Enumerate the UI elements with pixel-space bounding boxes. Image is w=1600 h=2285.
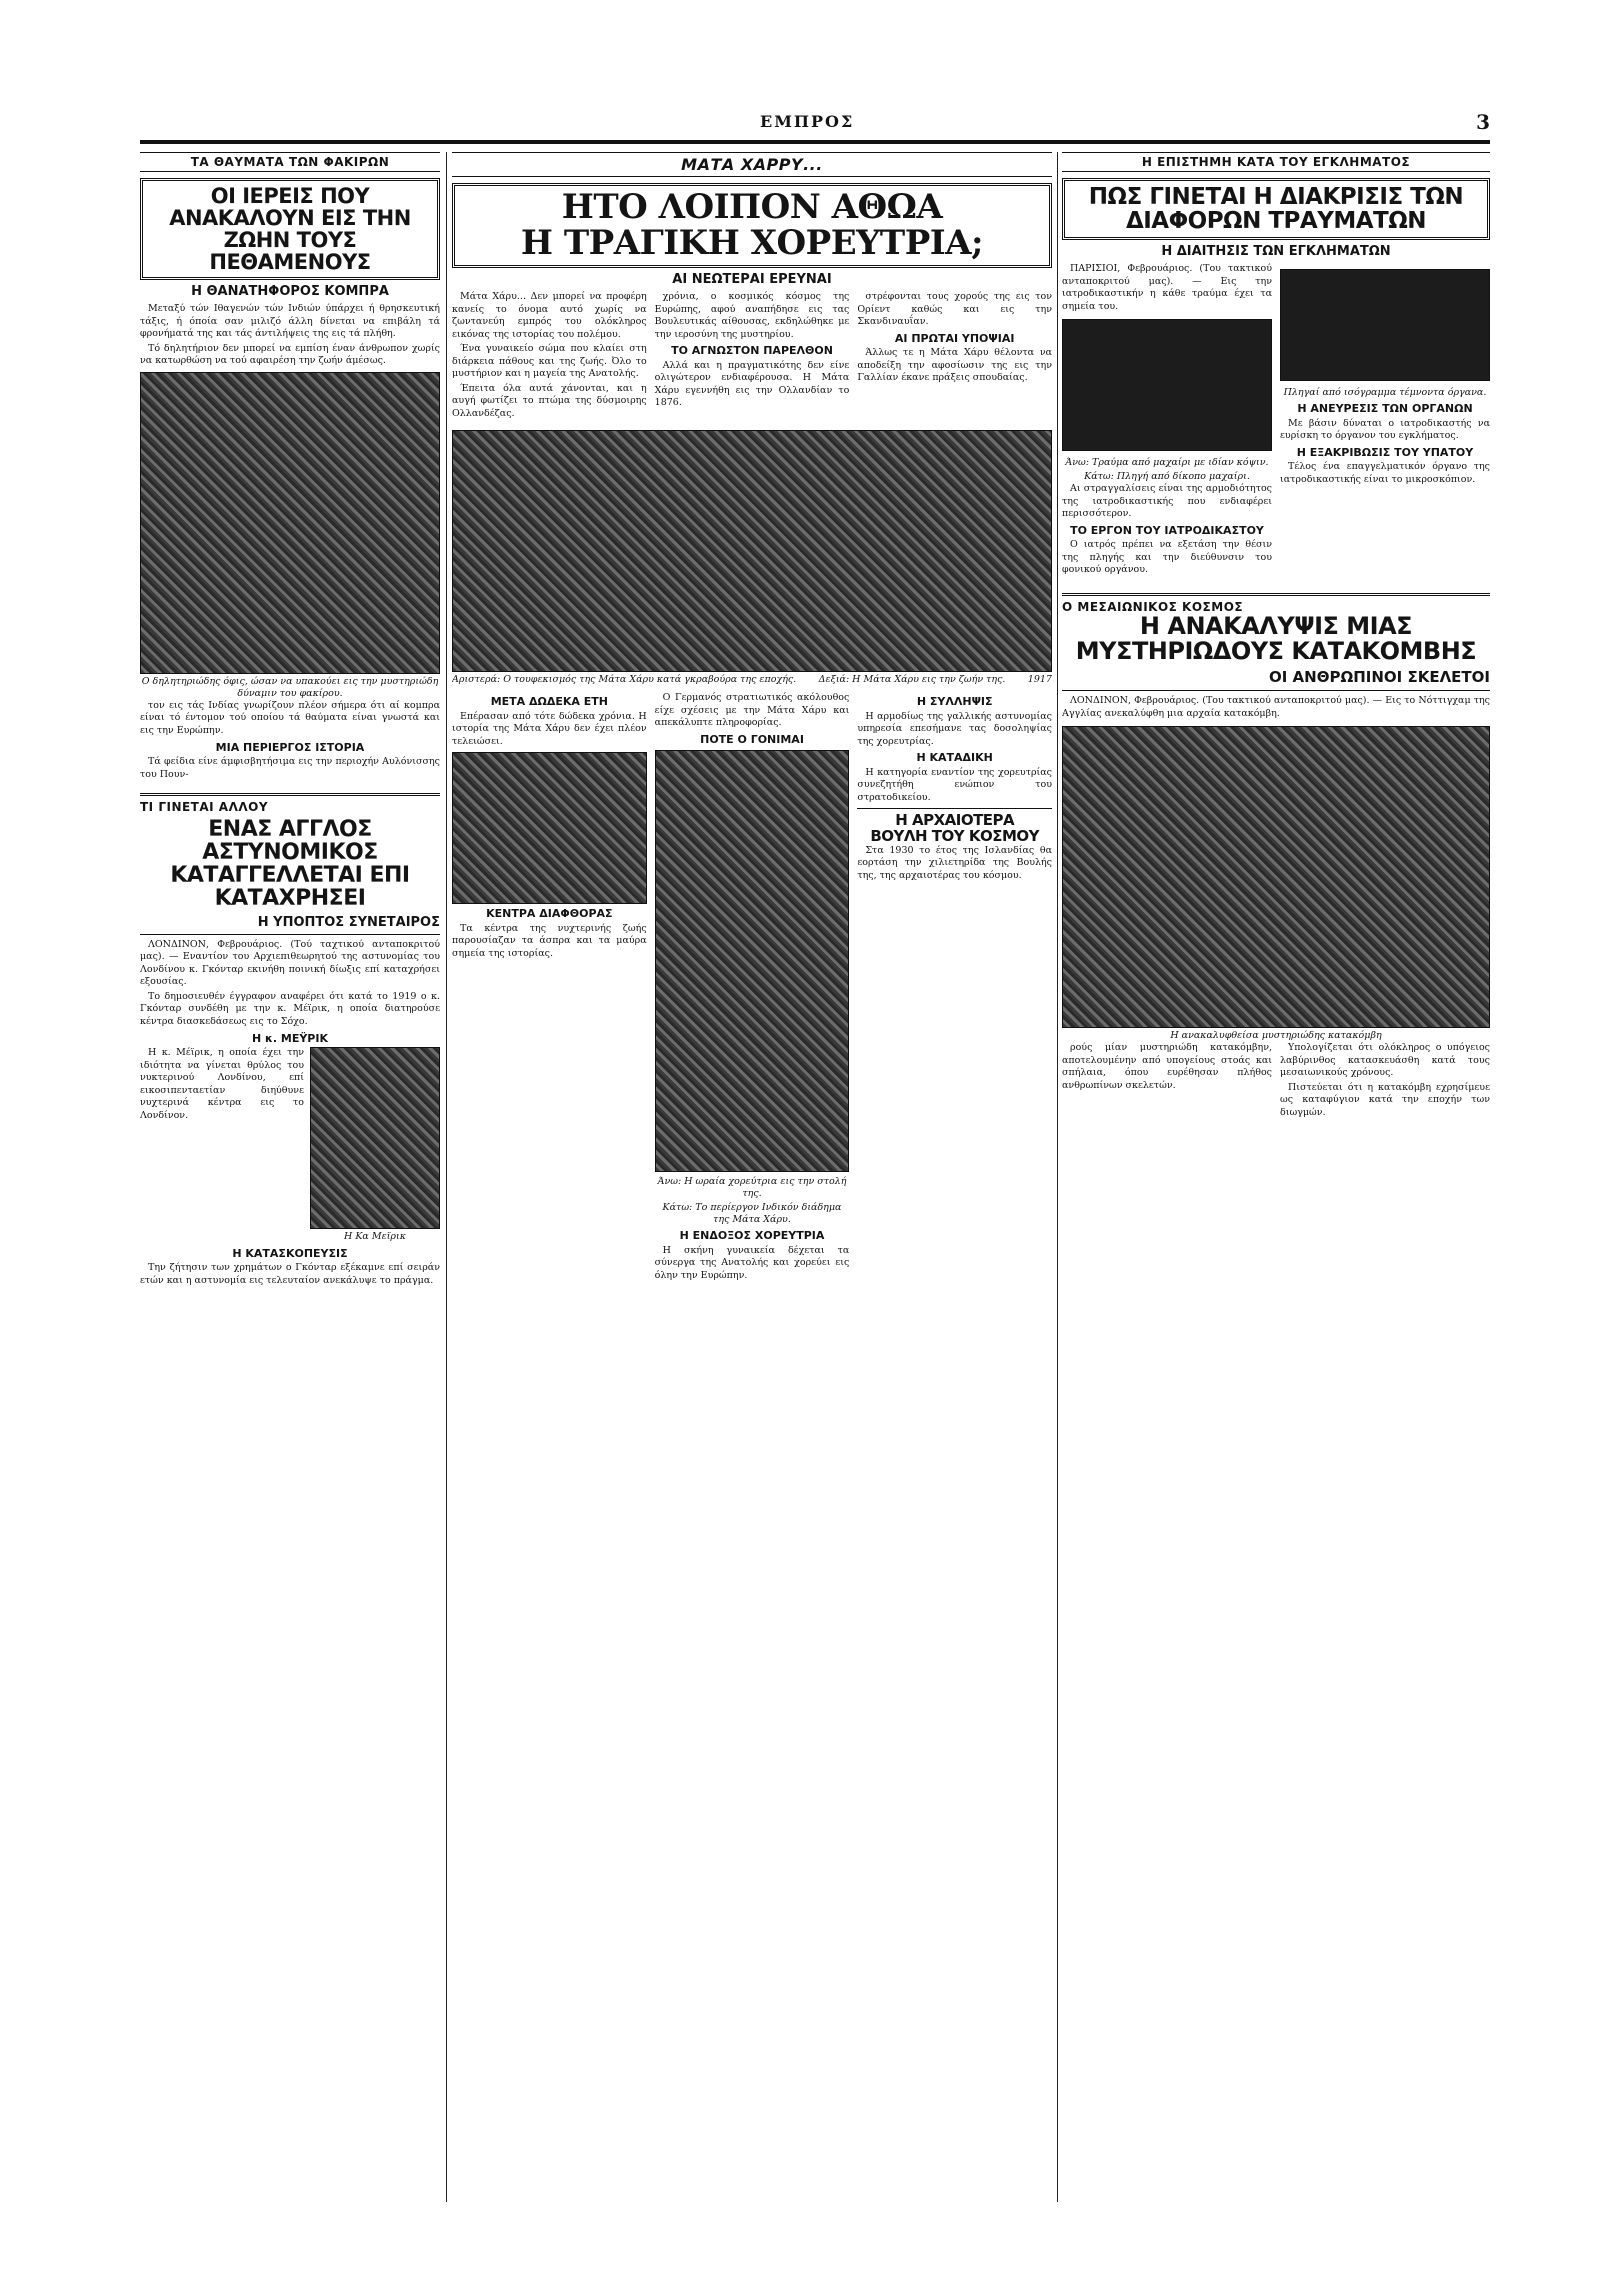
paragraph: Η σκήνη γυναικεία δέχεται τα σύνεργα της Ανατολής και χορεύει εις όλην την Ευρώπην. bbox=[654, 1244, 850, 1281]
article-body bbox=[140, 303, 440, 368]
paragraph: Την ζήτησιν των χρημάτων ο Γκόνταρ εξέκαμνε επί σειράν ετών και η αστυνομία εις τελευταίον ανεκάλυψε το πράγμα. bbox=[140, 1262, 440, 1286]
paragraph: Μάτα Χάρυ... Δεν μπορεί να προφέρη κανείς το όνομα αυτό χωρίς να ζωντανεύη εμπρός του ολόκληρος εικόνας της ιστορίας του πολέμου. bbox=[452, 291, 647, 340]
section-subhead: ΚΕΝΤΡΑ ΔΙΑΦΘΟΡΑΣ bbox=[486, 907, 613, 921]
divider bbox=[857, 808, 1052, 809]
article-body bbox=[452, 692, 647, 1284]
subheadline: Η ΥΠΟΠΤΟΣ ΣΥΝΕΤΑΙΡΟΣ bbox=[257, 914, 440, 930]
article-body bbox=[857, 291, 1052, 422]
paragraph: Η κ. Μέϊρικ, η οποία έχει την ιδιότητα να γίνεται θρύλος του νυκτερινού Λονδίνου, επί εικοσιπενταετίαν διηύθυνε νυχτερινά κέντρα εις το Λονδίνον. bbox=[140, 1047, 304, 1121]
portrait-caption: Η Κα Μεϊρικ bbox=[344, 1231, 406, 1243]
paragraph: Τά φείδια είνε άμφισβητήσιμα εις την περιοχήν Αυλόνισσης του Πουν- bbox=[140, 756, 440, 780]
article-body bbox=[655, 291, 850, 422]
portrait-block bbox=[310, 1047, 440, 1243]
photo-caption: Ο δηλητηριώδης όφις, ώσαν να υπακούει εις την μυστηριώδη δύναμιν του φακίρου. bbox=[141, 675, 439, 699]
headline-line-2: ΜΥΣΤΗΡΙΩΔΟΥΣ ΚΑΤΑΚΟΜΒΗΣ bbox=[1075, 636, 1477, 665]
article-body bbox=[655, 692, 850, 1284]
section-subhead: Η ΚΑΤΑΔΙΚΗ bbox=[916, 751, 993, 765]
execution-photo bbox=[452, 430, 1052, 672]
subheadline: ΟΙ ΑΝΘΡΩΠΙΝΟΙ ΣΚΕΛΕΤΟΙ bbox=[1269, 668, 1490, 687]
dancer-portrait-photo bbox=[655, 750, 850, 1172]
article-body bbox=[140, 939, 440, 1029]
caption-year: 1917 bbox=[1027, 674, 1052, 686]
paragraph: ΛΟΝΔΙΝΟΝ, Φεβρουάριος. (Του τακτικού ανταποκριτού μας). — Εις το Νόττιγχαμ της Αγγλίας ανεκαλύφθη μια αρχαία κατακόμβη. bbox=[1062, 695, 1490, 719]
portrait-photo bbox=[310, 1047, 440, 1229]
headline-line-1: ΗΤΟ ΛΟΙΠΟΝ ΑΘΩΑ bbox=[561, 187, 943, 227]
paragraph: Έπειτα όλα αυτά χάνονται, και η αυγή φωτίζει το πτώμα της δύσμοιρης Ολλανδέζας. bbox=[452, 382, 647, 419]
figure-caption: Άνω: Τραύμα από μαχαίρι με ιδίαν κόψιν. bbox=[1065, 457, 1269, 469]
paragraph: Το δημοσιευθέν έγγραφον αναφέρει ότι κατά το 1919 ο κ. Γκόνταρ συνδέθη με την κ. Μέϊρικ, η οποία διατηρούσε κέντρα διασκεδάσεως εις το Σόχο. bbox=[140, 990, 440, 1027]
paragraph: Αι στραγγαλίσεις είναι της αρμοδιότητος της ιατροδικαστικής που ενδιαφέρει περισσότερον. bbox=[1062, 483, 1272, 520]
paragraph: Τα κέντρα της νυχτερινής ζωής παρουσίαζαν τα άσπρα και τα μαύρα σημεία της ιστορίας. bbox=[452, 922, 647, 959]
divider bbox=[1062, 690, 1490, 691]
section-subhead: Η ΣΥΛΛΗΨΙΣ bbox=[916, 695, 993, 709]
paragraph: Τέλος ένα επαγγελματικόν όργανο της ιατροδικαστικής είναι το μικροσκόπιον. bbox=[1280, 461, 1490, 485]
article-body bbox=[1062, 1042, 1272, 1121]
section-subhead: ΜΕΤΑ ΔΩΔΕΚΑ ΕΤΗ bbox=[490, 695, 608, 709]
headline-line-1: Η ΑΝΑΚΑΛΥΨΙΣ ΜΙΑΣ bbox=[1139, 611, 1413, 640]
paragraph: στρέφονται τους χορούς της εις τον Ορίεντ καθώς και εις την Σκανδιναυΐαν. bbox=[857, 291, 1052, 328]
section-subhead: ΤΟ ΕΡΓΟΝ ΤΟΥ ΙΑΤΡΟΔΙΚΑΣΤΟΥ bbox=[1070, 523, 1264, 537]
paragraph: Πιστεύεται ότι η κατακόμβη εχρησίμευε ως καταφύγιον κατά την εποχήν των διωγμών. bbox=[1280, 1081, 1490, 1118]
section-subhead: ΜΙΑ ΠΕΡΙΕΡΓΟΣ ΙΣΤΟΡΙΑ bbox=[215, 741, 365, 755]
article-body bbox=[1280, 263, 1490, 579]
headline: ΠΩΣ ΓΙΝΕΤΑΙ Η ΔΙΑΚΡΙΣΙΣ ΤΩΝ ΔΙΑΦΟΡΩΝ ΤΡΑΥΜΑΤΩΝ bbox=[1088, 184, 1464, 235]
paragraph: τον εις τάς Ινδίας γνωρίζουν πλέον σήμερα ότι αί κομπρα είναι τό έντομον τού οποίου τά θαύματα είναι γνωστά και εις την Ευρώπην. bbox=[140, 699, 440, 736]
paragraph: Με βάσιν δύναται ο ιατροδικαστής να ευρίσκη το όργανον του εγκλήματος. bbox=[1280, 417, 1490, 442]
article-columns bbox=[1062, 263, 1490, 579]
subheadline: ΑΙ ΝΕΩΤΕΡΑΙ ΕΡΕΥΝΑΙ bbox=[672, 272, 832, 288]
paragraph: Ο ιατρός πρέπει να εξετάση την θέσιν της πληγής και την διεύθυνσιν του φονικού οργάνου. bbox=[1062, 539, 1272, 576]
article-body bbox=[140, 700, 440, 738]
section-divider bbox=[140, 793, 440, 796]
section-divider bbox=[1062, 593, 1490, 596]
paragraph: Ένα γυναικείο σώμα που κλαίει στη διάρκεια πάθους και της ζωής. Όλο το μυστήριον και η μαγεία της Ανατολής. bbox=[452, 343, 647, 380]
paragraph: ΛΟΝΔΙΝΟΝ, Φεβρουάριος. (Τού ταχτικού ανταποκριτού μας). — Εναντίον του Αρχιεπιθεωρητού της αστυνομίας του Λονδίνου κ. Γκόνταρ εκινήθη ποινική δίωξις επί καταχρήσει εξουσίας. bbox=[140, 938, 440, 988]
newspaper-name: ΕΜΠΡΟΣ bbox=[760, 112, 855, 131]
headline: ΟΙ ΙΕΡΕΙΣ ΠΟΥ ΑΝΑΚΑΛΟΥΝ ΕΙΣ ΤΗΝ ΖΩΗΝ ΤΟΥΣ ΠΕΘΑΜΕΝΟΥΣ bbox=[169, 184, 411, 275]
divider bbox=[140, 934, 440, 935]
wound-figure-2 bbox=[1280, 269, 1490, 381]
photo-caption: Άνω: Η ωραία χορεύτρια εις την στολή της. bbox=[657, 1176, 847, 1200]
article-body bbox=[857, 692, 1052, 1284]
section-subhead: Η κ. ΜΕΫΡΙΚ bbox=[252, 1032, 328, 1046]
photo-caption: Κάτω: Το περίεργον Ινδικόν διάδημα της Μάτα Χάρυ. bbox=[662, 1202, 842, 1226]
section-subhead: ΠΟΤΕ Ο ΓΟΝΙΜΑΙ bbox=[700, 732, 804, 746]
subheadline: Η ΘΑΝΑΤΗΦΟΡΟΣ ΚΟΜΠΡΑ bbox=[191, 284, 389, 300]
vouli-headline-2: ΒΟΥΛΗ ΤΟΥ ΚΟΣΜΟΥ bbox=[870, 827, 1040, 846]
article-body bbox=[1062, 263, 1272, 579]
section-subhead: Η ΑΝΕΥΡΕΣΙΣ ΤΩΝ ΟΡΓΑΝΩΝ bbox=[1297, 402, 1473, 416]
paragraph: ΠΑΡΙΣΙΟΙ, Φεβρουάριος. (Του τακτικού ανταποκριτού μας). — Εις την ιατροδικαστικήν η κάθε τραύμα έχει τα σημεία του. bbox=[1062, 263, 1272, 312]
headline-box bbox=[1062, 178, 1490, 240]
subheadline: Η ΔΙΑΙΤΗΣΙΣ ΤΩΝ ΕΓΚΛΗΜΑΤΩΝ bbox=[1161, 244, 1391, 260]
section-subhead: Η ΚΑΤΑΣΚΟΠΕΥΣΙΣ bbox=[232, 1247, 348, 1261]
meyrik-section bbox=[140, 1047, 440, 1243]
headline: ΕΝΑΣ ΑΓΓΛΟΣ ΑΣΤΥΝΟΜΙΚΟΣ ΚΑΤΑΓΓΕΛΛΕΤΑΙ ΕΠΙ ΚΑΤΑΧΡΗΣΕΙ bbox=[170, 817, 410, 912]
section-subhead: Η ΕΞΑΚΡΙΒΩΣΙΣ ΤΟΥ ΥΠΑΤΟΥ bbox=[1296, 445, 1474, 459]
fakir-cobra-photo bbox=[140, 372, 440, 674]
section-kicker: Ο ΜΕΣΑΙΩΝΙΚΟΣ ΚΟΣΜΟΣ bbox=[1062, 599, 1244, 614]
article-columns bbox=[452, 291, 1052, 422]
paragraph: Μεταξύ τών Ιθαγενών τών Ινδιών ύπάρχει ή θρησκευτική τάξις, ή όποία σαν μιλιζό άλλη δίνεται να επιβάλη τά φρονήματά της και τάς άντιλήψεις της εις τά πλήθη. bbox=[140, 303, 440, 340]
paragraph: Ο Γερμανός στρατιωτικός ακόλουθος είχε σχέσεις με την Μάτα Χάρυ και απεκάλυπτε πληροφορίας. bbox=[654, 692, 850, 729]
headline-box bbox=[140, 178, 440, 280]
column-left bbox=[140, 152, 440, 2202]
catacomb-photo bbox=[1062, 726, 1490, 1028]
paragraph: Η αρμοδίως της γαλλικής αστυνομίας υπηρεσία επεσήμανε τας δοσοληψίας της χορευτρίας. bbox=[857, 710, 1052, 747]
paragraph: Η κατηγορία εναντίον της χορευτρίας συνεζητήθη ενώπιον του στρατοδικείου. bbox=[857, 766, 1052, 803]
headline-line-2: Η ΤΡΑΓΙΚΗ ΧΟΡΕΥΤΡΙΑ; bbox=[520, 222, 984, 263]
photo-caption bbox=[452, 674, 1052, 686]
section-subhead: Η ΕΝΔΟΞΟΣ ΧΟΡΕΥΤΡΙΑ bbox=[679, 1229, 825, 1243]
column-center bbox=[452, 152, 1052, 2202]
article-body bbox=[140, 1047, 304, 1243]
article-columns bbox=[452, 692, 1052, 1284]
paragraph: χρόνια, ο κοσμικός κόσμος της Ευρώπης, αφού αναπήδησε εις τας Βουλευτικάς αίθουσας, εκδηλώθηκε με την ιεροσύνη της μυστηρίου. bbox=[654, 291, 850, 340]
paragraph: ρούς μίαν μυστηριώδη κατακόμβην, αποτελουμένην από υπογείους στοάς και σπήλαια, όπου ευρέθησαν πλήθος ανθρωπίνων σκελετών. bbox=[1062, 1042, 1272, 1091]
article-body bbox=[1062, 695, 1490, 720]
photo-caption: Η ανακαλυφθείσα μυστηριώδης κατακόμβη bbox=[1170, 1030, 1382, 1042]
figure-caption: Πληγαί από ισόγραμμα τέμνοντα όργανα. bbox=[1283, 387, 1487, 399]
paragraph: Αλλά και η πραγματικότης δεν είνε ολιγώτερον ενδιαφέρουσα. Η Μάτα Χάρυ εγεννήθη εις την Ολλανδίαν το 1876. bbox=[654, 359, 850, 409]
paragraph: Επέρασαν από τότε δώδεκα χρόνια. Η ιστορία της Μάτα Χάρυ δεν έχει πλέον τελειώσει. bbox=[452, 710, 647, 747]
article-body bbox=[140, 1262, 440, 1287]
column-right bbox=[1062, 152, 1490, 2202]
article-kicker: Η ΕΠΙΣΤΗΜΗ ΚΑΤΑ ΤΟΥ ΕΓΚΛΗΜΑΤΟΣ bbox=[1062, 152, 1490, 172]
section-subhead: ΤΟ ΑΓΝΩΣΤΟΝ ΠΑΡΕΛΘΟΝ bbox=[671, 344, 833, 358]
masthead bbox=[140, 112, 1490, 140]
paragraph: Στα 1930 το έτος της Ισλανδίας θα εορτάση την χιλιετηρίδα της Βουλής της, της αρχαιοτέρας του κόσμου. bbox=[857, 844, 1052, 881]
article-body bbox=[452, 291, 647, 422]
column-divider bbox=[446, 152, 447, 2202]
page-number: 3 bbox=[1476, 110, 1490, 134]
caption-left: Αριστερά: Ο τουφεκισμός της Μάτα Χάρυ κατά γκραβούρα της εποχής. bbox=[452, 674, 797, 686]
column-divider bbox=[1057, 152, 1058, 2202]
paragraph: Υπολογίζεται ότι ολόκληρος ο υπόγειος λαβύρινθος κατασκευάσθη κατά τους μεσαιωνικούς χρόνους. bbox=[1280, 1042, 1490, 1079]
paragraph: Τό δηλητήριον δεν μπορεί να εμπίση έναν άνθρωπον χωρίς να κατωρθώση να τού αφαιρέση την ζωήν άμέσως. bbox=[140, 342, 440, 367]
figure-caption: Κάτω: Πληγή από δίκοπο μαχαίρι. bbox=[1084, 471, 1250, 483]
section-kicker: ΤΙ ΓΙΝΕΤΑΙ ΑΛΛΟΥ bbox=[140, 800, 269, 815]
headline-box bbox=[452, 183, 1052, 268]
caption-right: Δεξιά: Η Μάτα Χάρυ εις την ζωήν της. bbox=[818, 674, 1006, 686]
article-body bbox=[140, 756, 440, 781]
vouli-headline-1: Η ΑΡΧΑΙΟΤΕΡΑ bbox=[895, 811, 1015, 830]
dancer-photo bbox=[452, 752, 647, 904]
article-kicker: ΜΑΤΑ ΧΑΡΡΥ... bbox=[452, 152, 1052, 177]
article-columns bbox=[1062, 1042, 1490, 1121]
article-kicker: ΤΑ ΘΑΥΜΑΤΑ ΤΩΝ ΦΑΚΙΡΩΝ bbox=[140, 152, 440, 172]
paragraph: Άλλως τε η Μάτα Χάρυ θέλοντα να αποδείξη την αφοσίωσιν της εις την Γαλλίαν έκανε πράξεις σπουδαίας. bbox=[857, 347, 1052, 384]
article-body bbox=[1280, 1042, 1490, 1121]
section-subhead: ΑΙ ΠΡΩΤΑΙ ΥΠΟΨΙΑΙ bbox=[894, 331, 1015, 345]
masthead-rule bbox=[140, 140, 1490, 144]
wound-figure bbox=[1062, 319, 1272, 451]
